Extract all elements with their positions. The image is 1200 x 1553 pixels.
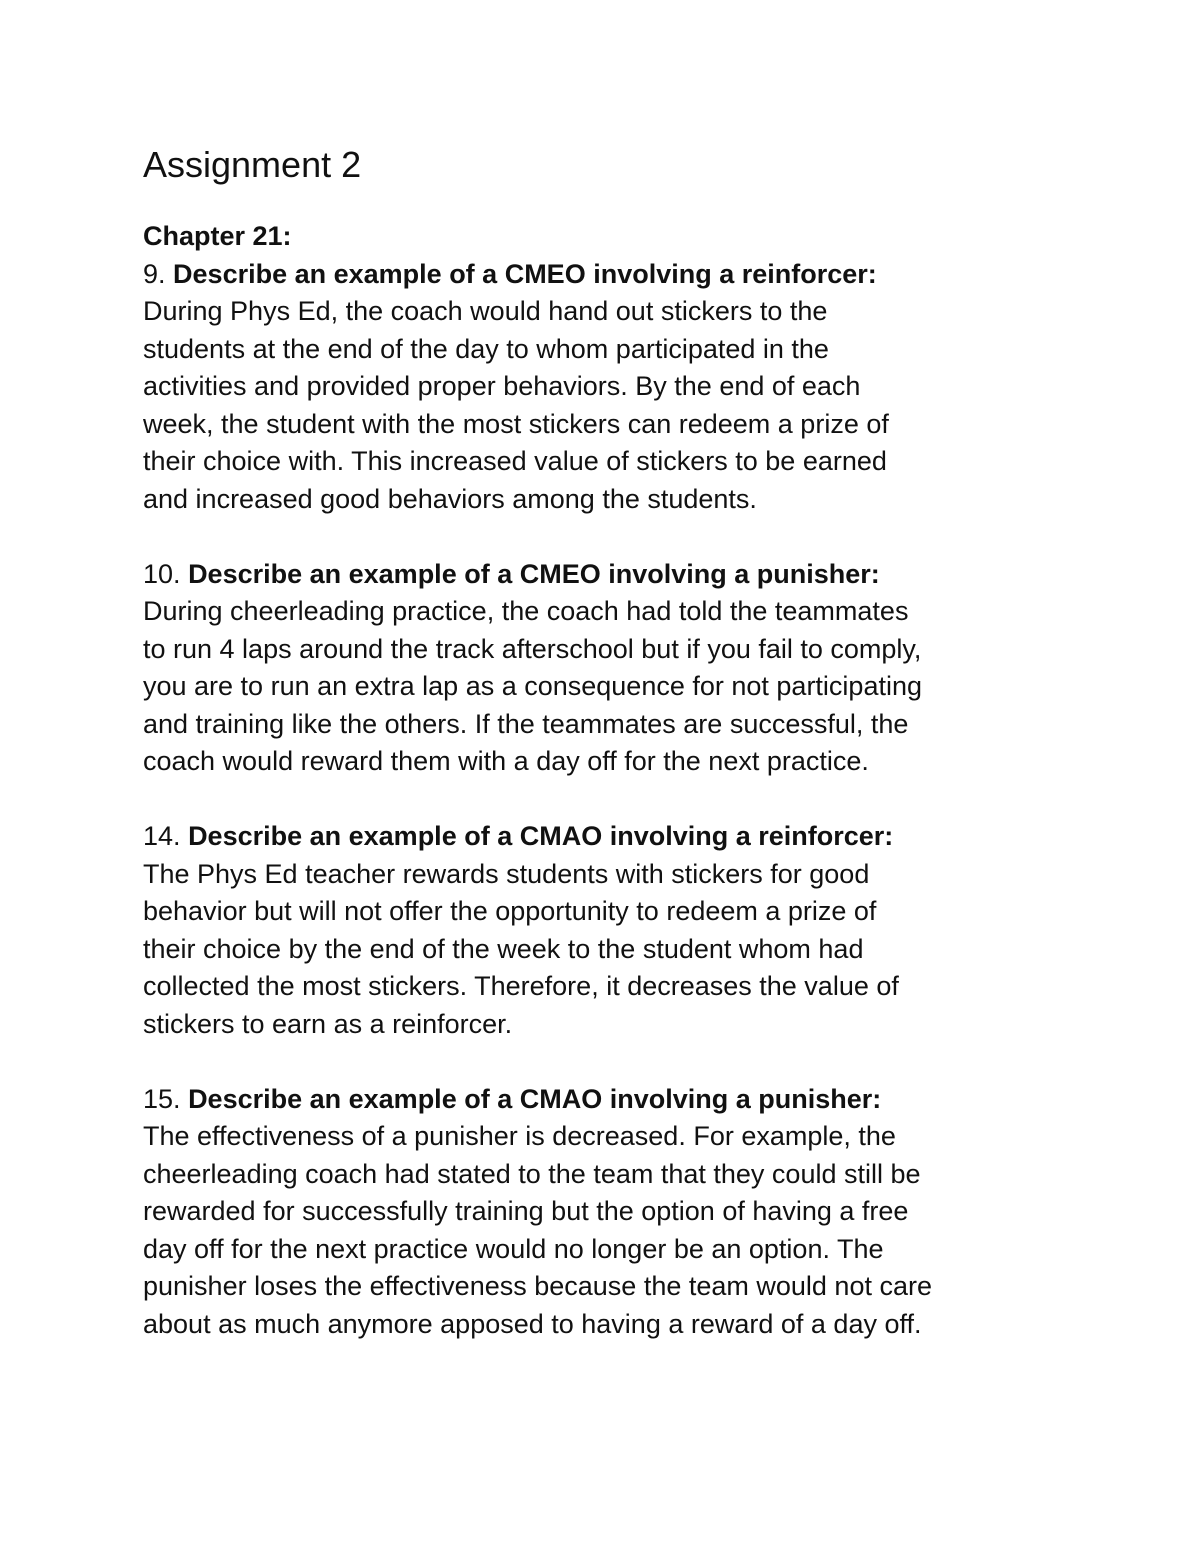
answer-line: coach would reward them with a day off for the next practice. — [143, 746, 869, 776]
question-number: 14. — [143, 821, 181, 851]
question-15 — [143, 1081, 1083, 1344]
question-number: 15. — [143, 1083, 181, 1114]
answer-line: behavior but will not offer the opportunity to redeem a prize of — [143, 896, 877, 926]
document-body — [143, 140, 1083, 1381]
answer-line: to run 4 laps around the track afterschool but if you fail to comply, — [143, 633, 922, 664]
question-10 — [143, 556, 1083, 781]
answer-line: The effectiveness of a punisher is decreased. For example, the — [143, 1121, 896, 1151]
question-prompt-line — [143, 256, 1083, 294]
answer-line: cheerleading coach had stated to the team that they could still be — [143, 1158, 921, 1189]
question-number: 10. — [143, 558, 181, 589]
answer-line: stickers to earn as a reinforcer. — [143, 1008, 513, 1039]
answer-line: During cheerleading practice, the coach had told the teammates — [143, 596, 909, 626]
question-prompt: Describe an example of a CMEO involving a reinforcer: — [173, 258, 877, 289]
answer-line: The Phys Ed teacher rewards students with stickers for good — [143, 858, 870, 889]
answer-line: about as much anymore apposed to having a reward of a day off. — [143, 1308, 922, 1339]
chapter-heading: Chapter 21: — [143, 221, 292, 251]
question-prompt: Describe an example of a CMEO involving a punisher: — [188, 558, 880, 589]
question-14 — [143, 818, 1083, 1043]
answer-line: their choice by the end of the week to the student whom had — [143, 933, 864, 964]
answer-line: and training like the others. If the teammates are successful, the — [143, 708, 909, 739]
answer-line: and increased good behaviors among the students. — [143, 483, 757, 514]
question-prompt-line — [143, 818, 1083, 856]
question-prompt: Describe an example of a CMAO involving a reinforcer: — [188, 821, 894, 851]
answer-line: students at the end of the day to whom participated in the — [143, 333, 829, 364]
question-prompt: Describe an example of a CMAO involving a punisher: — [188, 1083, 882, 1114]
answer-line: you are to run an extra lap as a consequence for not participating — [143, 671, 922, 701]
answer-line: activities and provided proper behaviors. By the end of each — [143, 371, 861, 401]
question-prompt-line — [143, 556, 1083, 594]
question-prompt-line — [143, 1081, 1083, 1119]
answer-line: day off for the next practice would no longer be an option. The — [143, 1233, 884, 1264]
answer-line: rewarded for successfully training but the option of having a free — [143, 1196, 909, 1226]
answer-line: During Phys Ed, the coach would hand out stickers to the — [143, 296, 828, 326]
answer-line: week, the student with the most stickers can redeem a prize of — [143, 408, 889, 439]
question-number: 9. — [143, 258, 166, 289]
answer-line: their choice with. This increased value of stickers to be earned — [143, 446, 887, 476]
question-9 — [143, 256, 1083, 519]
answer-line: punisher loses the effectiveness because the team would not care — [143, 1271, 932, 1301]
answer-line: collected the most stickers. Therefore, it decreases the value of — [143, 971, 899, 1001]
document-title: Assignment 2 — [143, 144, 362, 185]
